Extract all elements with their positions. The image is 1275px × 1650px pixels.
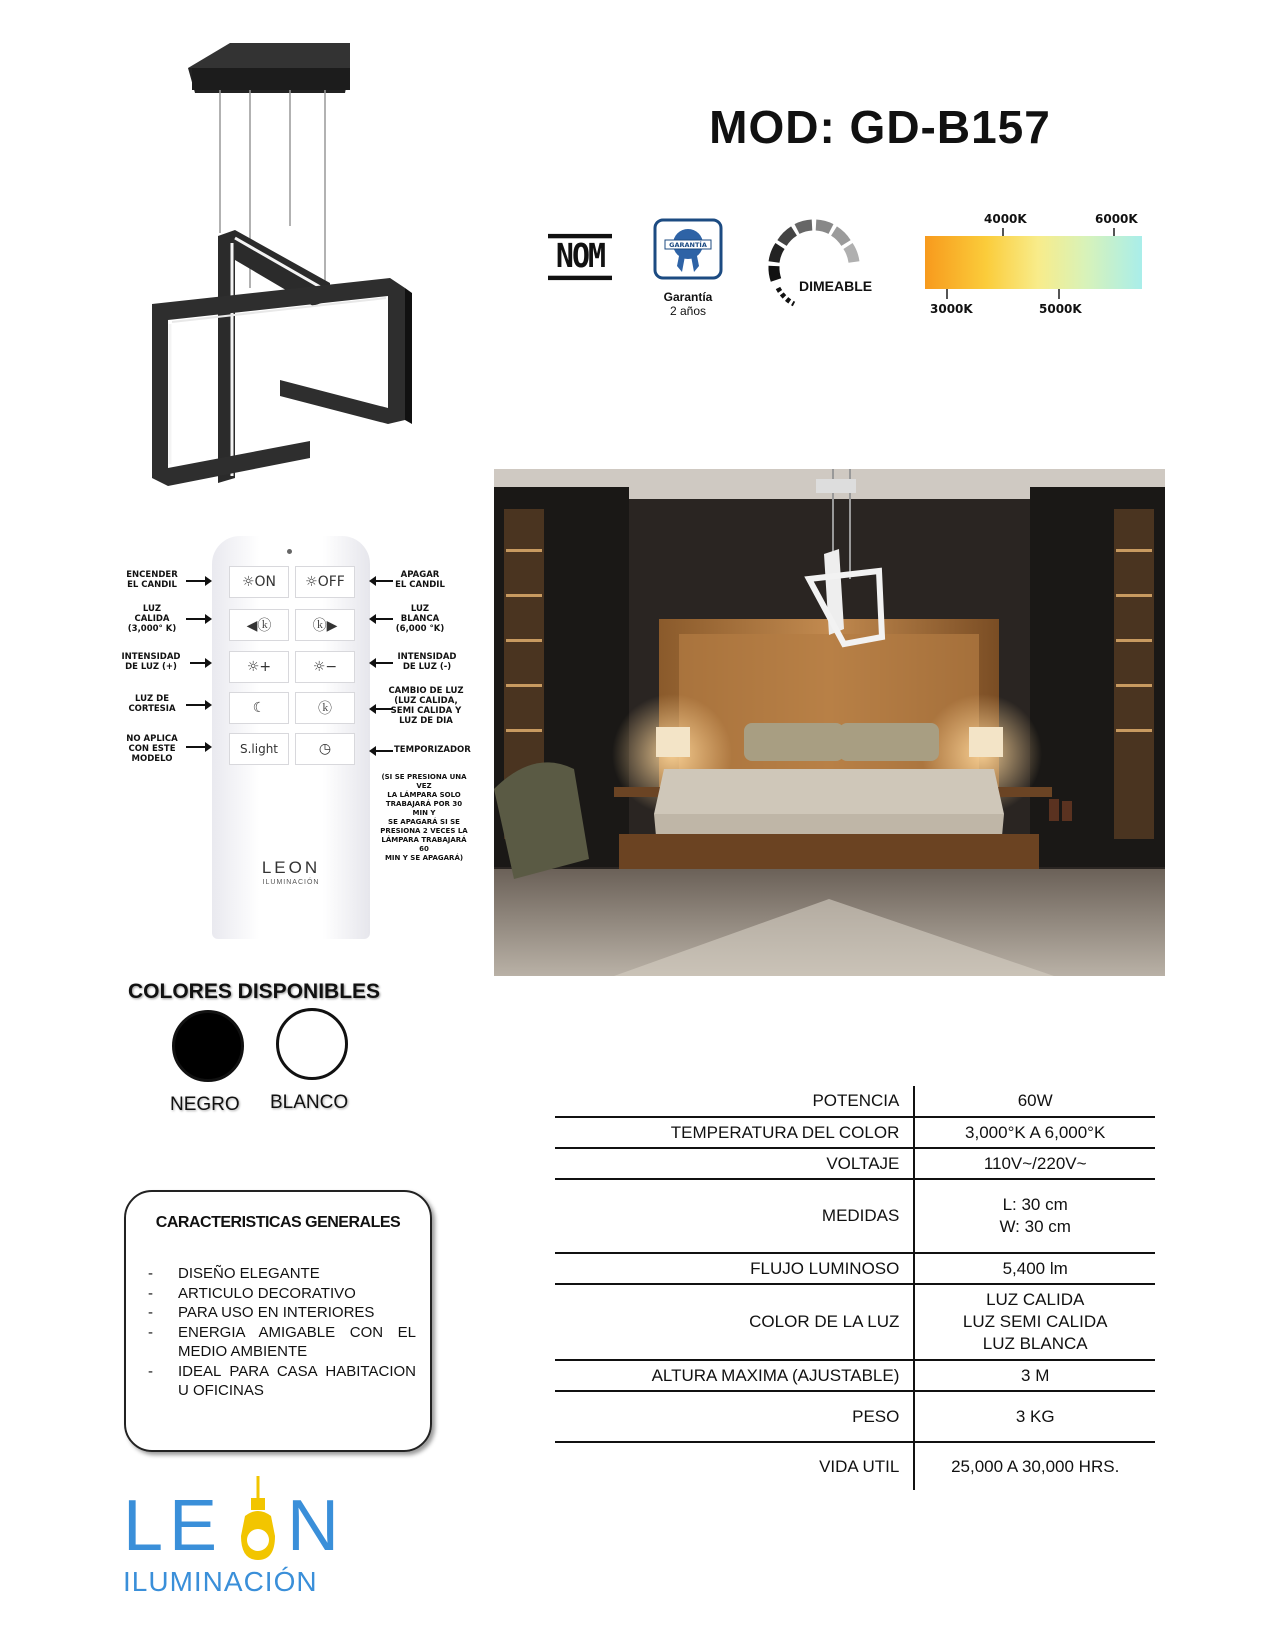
bedroom-photo (494, 469, 1165, 976)
spec-key: MEDIDAS (555, 1179, 914, 1253)
remote-label-line: BLANCA (400, 614, 440, 624)
remote-note-line: MIN Y SE APAGARÁ) (384, 854, 464, 862)
feature-item: - ARTICULO DECORATIVO (148, 1284, 416, 1304)
spec-value (914, 1284, 1155, 1360)
warranty-seal-icon (653, 218, 723, 280)
spec-value-line: LUZ SEMI CALIDA (962, 1312, 1108, 1331)
remote-label-apagar (390, 570, 450, 590)
spec-key: ALTURA MAXIMA (AJUSTABLE) (555, 1360, 914, 1391)
spec-row (555, 1179, 1155, 1253)
features-list (148, 1264, 416, 1401)
remote-label-line: CORTESIA (128, 704, 176, 714)
spec-value-line: 3 KG (1015, 1406, 1055, 1426)
remote-arrow (190, 662, 206, 664)
cct-label-6000k: 6000K (1095, 212, 1138, 226)
cct-label-5000k: 5000K (1039, 302, 1082, 316)
spec-value-line: L: 30 cm (1002, 1195, 1068, 1214)
remote-label-line: TEMPORIZADOR (394, 745, 471, 755)
remote-arrow (186, 580, 206, 582)
bulb-o-icon (235, 1476, 281, 1564)
feature-item: - ENERGIA AMIGABLE CON EL MEDIO AMBIENTE (148, 1323, 416, 1362)
nom-logo (548, 236, 612, 282)
nom-logo-text: NOM (548, 234, 612, 280)
remote-note-line: TRABAJARÁ POR 30 MIN Y (385, 800, 463, 817)
warranty-years: 2 años (669, 304, 707, 318)
remote-label-line: (LUZ CALIDA, (394, 696, 458, 706)
remote-label-line: EL CANDIL (395, 580, 445, 590)
remote-brand: LEON (261, 858, 321, 877)
spec-value-line: 25,000 A 30,000 HRS. (951, 1456, 1120, 1476)
feature-item: - DISEÑO ELEGANTE (148, 1264, 416, 1284)
spec-row (555, 1253, 1155, 1284)
cct-label-4000k: 4000K (984, 212, 1027, 226)
remote-label-temporizador (394, 745, 474, 755)
spec-row (555, 1284, 1155, 1360)
remote-arrow (375, 750, 393, 752)
remote-brand-sub: ILUMINACIÓN (262, 879, 320, 886)
feature-item: - PARA USO EN INTERIORES (148, 1303, 416, 1323)
remote-label-line: DE LUZ (+) (125, 662, 177, 672)
spec-key: PESO (555, 1391, 914, 1442)
spec-row (555, 1360, 1155, 1391)
color-swatch-blanco[interactable] (276, 1008, 348, 1080)
remote-label-line: LUZ (410, 604, 430, 614)
remote-label-line: (3,000° K) (127, 624, 177, 634)
remote-note-line: (SI SE PRESIONA UNA VEZ (381, 773, 467, 790)
spec-value-line: 3,000°K A 6,000°K (965, 1122, 1106, 1142)
spec-table (555, 1086, 1155, 1490)
features-box (124, 1190, 432, 1452)
remote-arrow (186, 704, 206, 706)
spec-key: VIDA UTIL (819, 1456, 900, 1476)
remote-label-line: SEMI CALIDA Y (390, 706, 462, 716)
spec-value (914, 1253, 1155, 1284)
warranty-seal-text: GARANTÍA (669, 241, 707, 249)
remote-note-line: LA LÁMPARA SOLO (387, 791, 461, 799)
color-temperature-bar (925, 236, 1142, 289)
spec-value (914, 1148, 1155, 1179)
remote-note-line: LÁMPARA TRABAJARÁ 60 (381, 836, 467, 853)
remote-label-line: CAMBIO DE LUZ (388, 686, 464, 696)
cct-tick-4000 (1002, 228, 1004, 236)
remote-label-line: LUZ (142, 604, 162, 614)
remote-label-line: LUZ DE DIA (399, 716, 453, 726)
remote-arrow (186, 746, 206, 748)
remote-label-cambio-luz (388, 686, 464, 726)
spec-value-line: 3 M (1021, 1365, 1050, 1385)
spec-value (914, 1117, 1155, 1148)
spec-key: VOLTAJE (555, 1148, 914, 1179)
cct-tick-3000 (946, 289, 948, 299)
remote-label-line: INTENSIDAD (397, 652, 457, 662)
spec-row (555, 1442, 1155, 1490)
remote-slight-button[interactable]: S.light (229, 733, 289, 765)
brand-name-left: LE (123, 1486, 224, 1566)
spec-value-line: LUZ CALIDA (986, 1290, 1085, 1309)
spec-value (914, 1086, 1155, 1117)
warranty-badge (650, 218, 726, 318)
spec-value (914, 1391, 1155, 1442)
remote-label-line: NO APLICA (126, 734, 178, 744)
spec-key: TEMPERATURA DEL COLOR (555, 1117, 914, 1148)
spec-value-line: LUZ BLANCA (982, 1334, 1088, 1353)
remote-white-button[interactable]: ⓚ▶ (295, 609, 355, 641)
feature-item: - IDEAL PARA CASA HABITACION U OFICINAS (148, 1362, 416, 1401)
dimmable-label: DIMEABLE (799, 278, 873, 294)
remote-label-intensidad-menos (390, 652, 464, 672)
remote-label-line: APAGAR (400, 570, 440, 580)
spec-row (555, 1117, 1155, 1148)
colors-title: COLORES DISPONIBLES (128, 980, 381, 1003)
remote-label-luz-calida (120, 604, 184, 634)
spec-value (914, 1360, 1155, 1391)
remote-on-button[interactable]: ☼ON (229, 566, 289, 598)
remote-arrow (186, 618, 206, 620)
remote-off-button[interactable]: ☼OFF (295, 566, 355, 598)
spec-row (555, 1086, 1155, 1117)
spec-key: COLOR DE LA LUZ (555, 1284, 914, 1360)
spec-value-line: 5,400 lm (1002, 1258, 1068, 1278)
spec-key: FLUJO LUMINOSO (555, 1253, 914, 1284)
remote-warm-button[interactable]: ◀ⓚ (229, 609, 289, 641)
cct-tick-6000 (1113, 228, 1115, 236)
spec-value (914, 1442, 1155, 1490)
remote-label-intensidad-mas (114, 652, 188, 672)
spec-row (555, 1148, 1155, 1179)
remote-note-line: PRESIONA 2 VECES LA (380, 827, 468, 835)
spec-value-line: W: 30 cm (999, 1217, 1071, 1236)
dimmer-arc-icon (764, 218, 864, 308)
model-title: MOD: GD-B157 (709, 101, 1051, 153)
remote-timer-button[interactable]: ◷ (295, 733, 355, 765)
spec-row (555, 1391, 1155, 1442)
spec-value (914, 1179, 1155, 1253)
spec-value-line: 110V~/220V~ (983, 1153, 1087, 1173)
spec-value-line: 60W (1017, 1091, 1053, 1110)
remote-label-line: (6,000 °K) (395, 624, 445, 634)
remote-label-encender (120, 570, 184, 590)
color-swatch-negro[interactable] (172, 1010, 244, 1082)
remote-note-line: SE APAGARÁ SI SE (388, 818, 460, 826)
brand-name-right: N (287, 1486, 339, 1566)
leon-brand-logo (123, 1488, 368, 1598)
remote-label-no-aplica (120, 734, 184, 764)
remote-label-line: MODELO (131, 754, 173, 764)
bedroom-scene (494, 469, 1165, 976)
features-title: CARACTERISTICAS GENERALES (155, 1214, 401, 1231)
remote-ir-dot (287, 549, 292, 554)
cct-label-3000k: 3000K (930, 302, 973, 316)
remote-color-change-button[interactable]: ⓚ (295, 692, 355, 724)
warranty-label: Garantía (663, 290, 713, 304)
remote-label-line: INTENSIDAD (121, 652, 181, 662)
spec-key: POTENCIA (555, 1086, 914, 1117)
product-lamp-illustration (150, 38, 430, 488)
remote-label-line: LUZ DE (135, 694, 169, 704)
remote-brightness-down-button[interactable]: ☼− (295, 651, 355, 683)
color-label-negro: NEGRO (170, 1094, 240, 1115)
cct-tick-5000 (1058, 289, 1060, 299)
remote-courtesy-button[interactable]: ☾ (229, 692, 289, 724)
remote-label-luz-blanca (390, 604, 450, 634)
remote-label-line: DE LUZ (-) (402, 662, 452, 672)
remote-control (212, 536, 370, 939)
remote-label-cortesia (120, 694, 184, 714)
remote-timer-note (378, 773, 470, 863)
color-label-blanco: BLANCO (270, 1092, 349, 1113)
remote-label-line: ENCENDER (126, 570, 178, 580)
remote-label-line: CON ESTE (128, 744, 176, 754)
dimmable-badge (764, 218, 884, 318)
remote-label-line: CALIDA (134, 614, 170, 624)
brand-tagline: ILUMINACIÓN (123, 1566, 318, 1597)
remote-brightness-up-button[interactable]: ☼+ (229, 651, 289, 683)
remote-label-line: EL CANDIL (127, 580, 177, 590)
